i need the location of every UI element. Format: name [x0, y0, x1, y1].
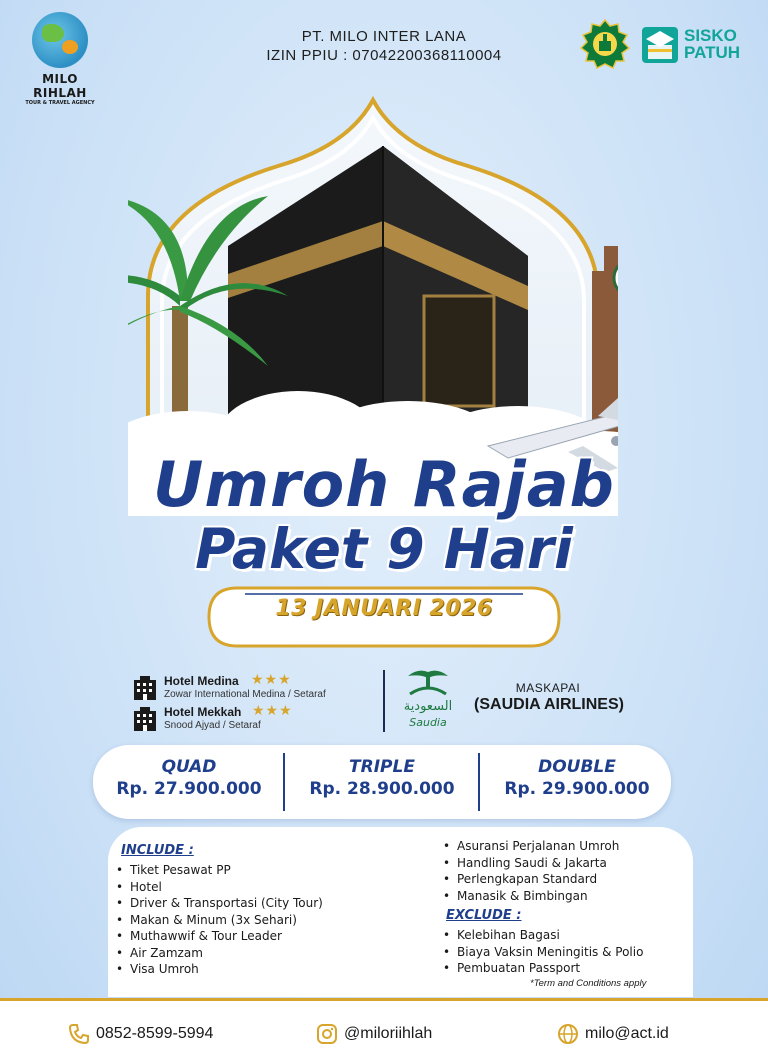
hotel-detail: Snood Ajyad / Setaraf: [164, 720, 261, 731]
list-item: • Hotel: [116, 879, 323, 896]
instagram-icon: [316, 1023, 338, 1045]
list-item: • Muthawwif & Tour Leader: [116, 928, 323, 945]
include-list-right: [443, 838, 619, 904]
list-item: • Perlengkapan Standard: [443, 871, 619, 888]
phone-icon: [68, 1023, 90, 1045]
exclude-heading: EXCLUDE :: [446, 908, 522, 923]
price-divider: [478, 753, 480, 811]
title-block: [0, 448, 768, 580]
price-triple: [286, 745, 478, 819]
saudia-arabic: السعودية: [403, 699, 453, 714]
list-item: • Biaya Vaksin Meningitis & Polio: [443, 944, 643, 961]
price-value: Rp. 28.900.000: [309, 779, 455, 799]
hotel-building-icon: [132, 707, 158, 731]
sisko-line1: SISKO: [684, 26, 737, 45]
list-item: • Tiket Pesawat PP: [116, 862, 323, 879]
email-address: milo@act.id: [585, 1025, 669, 1042]
palm-swords-icon: [404, 668, 452, 698]
list-item: • Pembuatan Passport: [443, 960, 643, 977]
email-contact[interactable]: [557, 1023, 697, 1047]
phone-number: 0852-8599-5994: [96, 1025, 214, 1042]
logo-subtitle: TOUR & TRAVEL AGENCY: [25, 100, 95, 106]
instagram-contact[interactable]: [316, 1023, 466, 1047]
airline-name: (SAUDIA AIRLINES): [474, 696, 624, 713]
phone-contact[interactable]: [68, 1023, 238, 1047]
sub-title: Paket 9 Hari: [195, 517, 573, 581]
trip-date: 13 JANUARI 2026: [275, 596, 493, 621]
price-double: [481, 745, 673, 819]
terms-note: *Term and Conditions apply: [530, 978, 647, 989]
sisko-line2: PATUH: [684, 43, 741, 62]
list-item: • Makan & Minum (3x Sehari): [116, 912, 323, 929]
exclude-list: [443, 927, 643, 977]
price-type: DOUBLE: [538, 757, 616, 777]
include-heading: INCLUDE :: [121, 843, 194, 858]
list-item: • Visa Umroh: [116, 961, 323, 978]
sisko-text: [684, 27, 740, 61]
logo-name: MILO RIHLAH: [33, 72, 87, 100]
kemenag-logo: [579, 19, 631, 69]
price-type: TRIPLE: [349, 757, 415, 777]
main-title: Umroh Rajab: [153, 448, 615, 521]
hotel-stars: ★★★: [251, 672, 292, 688]
saudia-logo: [400, 668, 456, 732]
list-item: • Driver & Transportasi (City Tour): [116, 895, 323, 912]
hotel-name: Hotel Mekkah: [164, 705, 242, 719]
sisko-patuh-logo: [640, 25, 744, 67]
saudia-latin: Saudia: [409, 716, 447, 729]
license-number: IZIN PPIU : 07042200368110004: [266, 47, 502, 64]
price-panel: [93, 745, 671, 819]
airline-label: MASKAPAI: [515, 681, 581, 695]
contact-footer: [0, 998, 768, 1062]
price-type: QUAD: [161, 757, 217, 777]
instagram-handle: @miloriihlah: [344, 1025, 433, 1042]
hotel-name: Hotel Medina: [164, 674, 239, 688]
list-item: • Handling Saudi & Jakarta: [443, 855, 619, 872]
list-item: • Air Zamzam: [116, 945, 323, 962]
hotel-mekkah: [132, 705, 372, 733]
sisko-icon: [640, 25, 680, 65]
price-value: Rp. 27.900.000: [116, 779, 262, 799]
airline-divider: [383, 670, 385, 732]
price-quad: [93, 745, 285, 819]
list-item: • Manasik & Bimbingan: [443, 888, 619, 905]
hotel-medina: [132, 674, 372, 702]
price-value: Rp. 29.900.000: [504, 779, 650, 799]
list-item: • Kelebihan Bagasi: [443, 927, 643, 944]
include-list-left: [116, 862, 323, 978]
company-name: PT. MILO INTER LANA: [301, 28, 467, 45]
hotel-stars: ★★★: [252, 703, 293, 719]
price-divider: [283, 753, 285, 811]
list-item: • Asuransi Perjalanan Umroh: [443, 838, 619, 855]
hotel-detail: Zowar International Medina / Setaraf: [164, 689, 326, 700]
hotel-building-icon: [132, 676, 158, 700]
globe-icon: [557, 1023, 579, 1045]
